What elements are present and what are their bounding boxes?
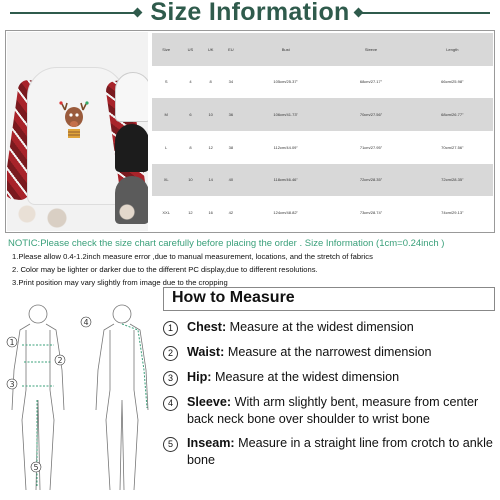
cell-sleeve: 68cm/27.17" [359,79,383,85]
flower-decoration [7,200,148,231]
cell-size: XXL [162,210,170,216]
marker-waist: 2 [57,356,63,365]
step-text: With arm slightly bent, measure from center back neck bone over shoulder to wrist bone [187,395,479,426]
cell-sleeve: 72cm/28.35" [359,177,383,183]
cell-uk: 10 [208,112,213,118]
sweatshirt-white-variant [115,72,148,122]
header-uk: UK [207,46,214,52]
step-label: Sleeve: [187,395,232,409]
cell-uk: 14 [208,177,213,183]
marker-sleeve: 4 [83,318,89,327]
cell-bust: 105cm/25.37" [273,79,298,85]
cell-us: 12 [188,210,193,216]
table-row [152,66,493,99]
cell-us: 10 [188,177,193,183]
step-text: Measure at the widest dimension [226,320,414,334]
step-number: 4 [163,396,178,411]
marker-inseam: 5 [33,463,39,472]
step-label: Hip: [187,370,212,384]
title-divider-right [358,12,490,14]
header-eu: EU [228,46,234,52]
step-number: 1 [163,321,178,336]
step-label: Waist: [187,345,225,359]
cell-us: 6 [189,112,192,118]
note-measure-error: 1.Please allow 0.4-1.2inch measure error ,due to manual measurement, locations, and the stretch of fabrics [12,252,373,261]
cell-eu: 36 [228,112,234,118]
cell-sleeve: 71cm/27.95" [359,144,383,150]
sweatshirt-black-variant [115,124,148,172]
cell-bust: 118cm/46.46" [273,177,298,183]
cell-eu: 40 [228,177,234,183]
step-number: 5 [163,437,178,452]
product-photo [7,32,148,231]
cell-sleeve: 70cm/27.56" [359,112,383,118]
marker-chest: 1 [9,338,15,347]
header-us: US [187,46,194,52]
note-print-position: 3.Print position may vary slightly from image due to the cropping [12,278,228,287]
step-label: Chest: [187,320,227,334]
cell-bust: 124cm/48.82" [273,210,298,216]
cell-us: 8 [189,144,192,150]
table-row [152,164,493,197]
cell-uk: 12 [208,144,213,150]
size-notice: NOTIC:Please check the size chart carefully before placing the order . Size Information (1cm=0.24inch ) [8,238,445,249]
reindeer-print-icon [57,100,91,140]
size-table-header [152,33,493,66]
cell-size: S [164,79,168,85]
cell-length: 74cm/29.13" [441,210,464,216]
cell-size: L [165,144,168,150]
page-title: Size Information [150,0,350,26]
table-row [152,131,493,164]
table-row [152,98,493,131]
header-bust: Bust [281,46,290,52]
table-row [152,196,493,229]
note-color-variance: 2. Color may be lighter or darker due to the different PC display,due to different resolutions. [12,265,318,274]
cell-eu: 42 [228,210,234,216]
step-number: 2 [163,346,178,361]
cell-uk: 8 [209,79,212,85]
cell-eu: 34 [228,79,234,85]
size-table [152,33,493,229]
header-length: Length [446,46,459,52]
header-sleeve: Sleeve [364,46,378,52]
cell-eu: 38 [228,144,234,150]
cell-bust: 112cm/44.09" [273,144,298,150]
cell-size: XL [163,177,169,183]
marker-hip: 3 [9,380,15,389]
cell-bust: 106cm/41.73" [273,112,298,118]
step-number: 3 [163,371,178,386]
step-text: Measure at the narrowest dimension [224,345,432,359]
cell-length: 70cm/27.56" [441,144,464,150]
cell-uk: 16 [208,210,213,216]
step-text: Measure at the widest dimension [211,370,400,384]
title-row [0,0,500,26]
cell-us: 4 [189,79,192,85]
cell-length: 68cm/26.77" [441,112,464,118]
how-to-measure-title: How to Measure [172,289,295,306]
header-size: Size [162,46,171,52]
cell-sleeve: 73cm/28.74" [359,210,383,216]
cell-size: M [164,112,168,118]
step-text: Measure in a straight line from crotch to ankle bone [187,436,493,467]
step-label: Inseam: [187,436,235,450]
cell-length: 66cm/25.98" [441,79,464,85]
body-measure-diagram [0,300,165,495]
cell-length: 72cm/28.35" [441,177,464,183]
